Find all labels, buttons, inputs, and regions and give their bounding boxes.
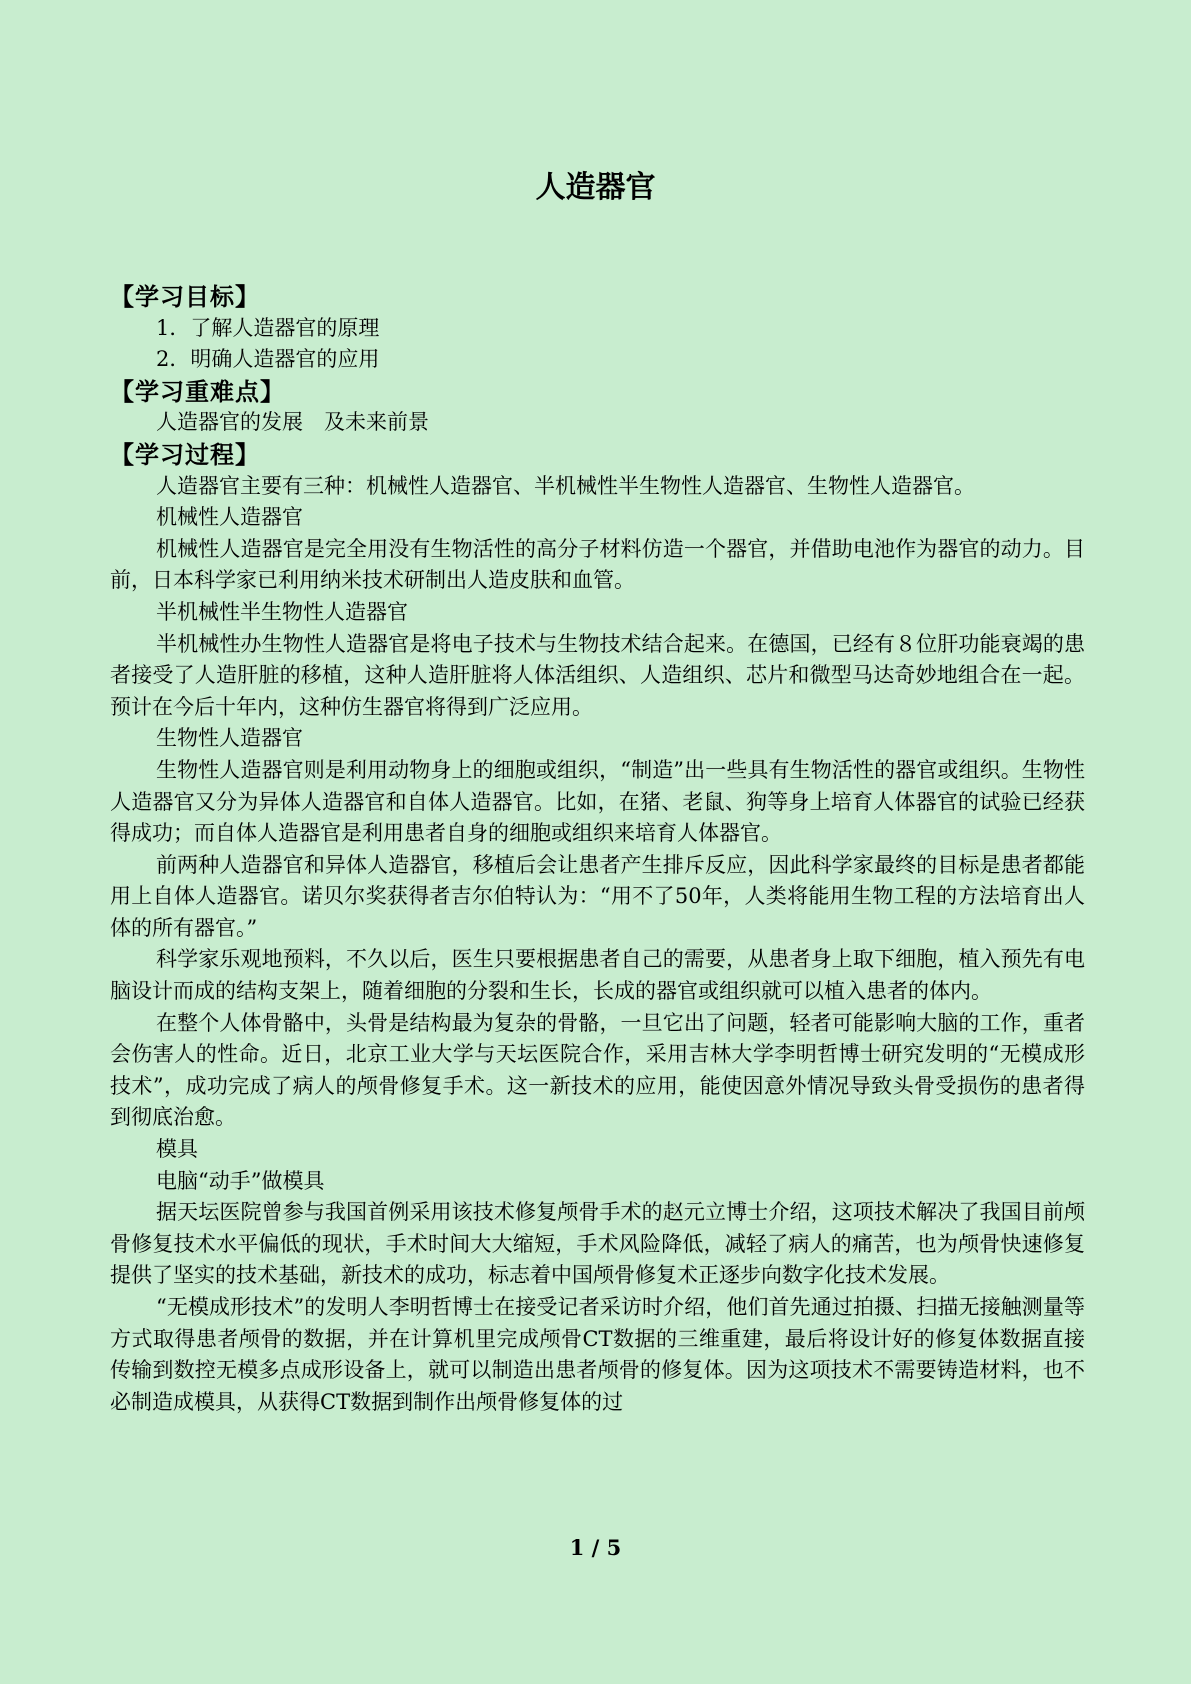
objective-item: 1．了解人造器官的原理 <box>156 315 380 340</box>
subheading: 生物性人造器官 <box>156 726 303 751</box>
document-body <box>110 281 1085 1418</box>
paragraph: 在整个人体骨骼中，头骨是结构最为复杂的骨骼，一旦它出了问题，轻者可能影响大脑的工作，重者会伤害人的性命。近日，北京工业大学与天坛医院合作，采用吉林大学李明哲博士研究发明的“无模成形技术”，成功完成了病人的颅骨修复手术。这一新技术的应用，能使因意外情况导致头骨受损伤的患者得到彻底治愈。 <box>110 1010 1085 1130</box>
objective-item: 2．明确人造器官的应用 <box>156 347 380 372</box>
subheading: 模具 <box>156 1137 198 1162</box>
section-heading-objectives: 【学习目标】 <box>110 282 260 311</box>
paragraph: 据天坛医院曾参与我国首例采用该技术修复颅骨手术的赵元立博士介绍，这项技术解决了我国目前颅骨修复技术水平偏低的现状，手术时间大大缩短，手术风险降低，减轻了病人的痛苦，也为颅骨快速修复提供了坚实的技术基础，新技术的成功，标志着中国颅骨修复术正逐步向数字化技术发展。 <box>110 1200 1085 1288</box>
section-heading-key-points: 【学习重难点】 <box>110 376 285 406</box>
subheading: 机械性人造器官 <box>156 505 303 530</box>
key-points-text: 人造器官的发展 及未来前景 <box>156 410 429 435</box>
paragraph: 科学家乐观地预料，不久以后，医生只要根据患者自己的需要，从患者身上取下细胞，植入预先有电脑设计而成的结构支架上，随着细胞的分裂和生长，长成的器官或组织就可以植入患者的体内。 <box>110 947 1085 1004</box>
paragraph: 前两种人造器官和异体人造器官，移植后会让患者产生排斥反应，因此科学家最终的目标是患者都能用上自体人造器官。诺贝尔奖获得者吉尔伯特认为：“用不了50年，人类将能用生物工程的方法培育出人体的所有器官。” <box>110 852 1085 940</box>
subheading: 电脑“动手”做模具 <box>156 1168 325 1193</box>
paragraph: 生物性人造器官则是利用动物身上的细胞或组织，“制造”出一些具有生物活性的器官或组织。生物性人造器官又分为异体人造器官和自体人造器官。比如，在猪、老鼠、狗等身上培育人体器官的试验已经获得成功；而自体人造器官是利用患者自身的细胞或组织来培育人体器官。 <box>110 757 1085 846</box>
subheading: 半机械性半生物性人造器官 <box>156 599 408 624</box>
paragraph: “无模成形技术”的发明人李明哲博士在接受记者采访时介绍，他们首先通过拍摄、扫描无接触测量等方式取得患者颅骨的数据，并在计算机里完成颅骨CT数据的三维重建，最后将设计好的修复体数据直接传输到数控无模多点成形设备上，就可以制造出患者颅骨的修复体。因为这项技术不需要铸造材料，也不必制造成模具，从获得CT数据到制作出颅骨修复体的过 <box>110 1295 1085 1414</box>
paragraph: 人造器官主要有三种：机械性人造器官、半机械性半生物性人造器官、生物性人造器官。 <box>156 473 975 498</box>
document-title: 人造器官 <box>535 170 656 205</box>
paragraph: 机械性人造器官是完全用没有生物活性的高分子材料仿造一个器官，并借助电池作为器官的动力。目前，日本科学家已利用纳米技术研制出人造皮肤和血管。 <box>110 536 1085 593</box>
paragraph: 半机械性办生物性人造器官是将电子技术与生物技术结合起来。在德国，已经有８位肝功能衰竭的患者接受了人造肝脏的移植，这种人造肝脏将人体活组织、人造组织、芯片和微型马达奇妙地组合在一起。预计在今后十年内，这种仿生器官将得到广泛应用。 <box>110 631 1085 719</box>
page-number: 1 / 5 <box>569 1535 622 1560</box>
section-heading-process: 【学习过程】 <box>110 439 260 469</box>
